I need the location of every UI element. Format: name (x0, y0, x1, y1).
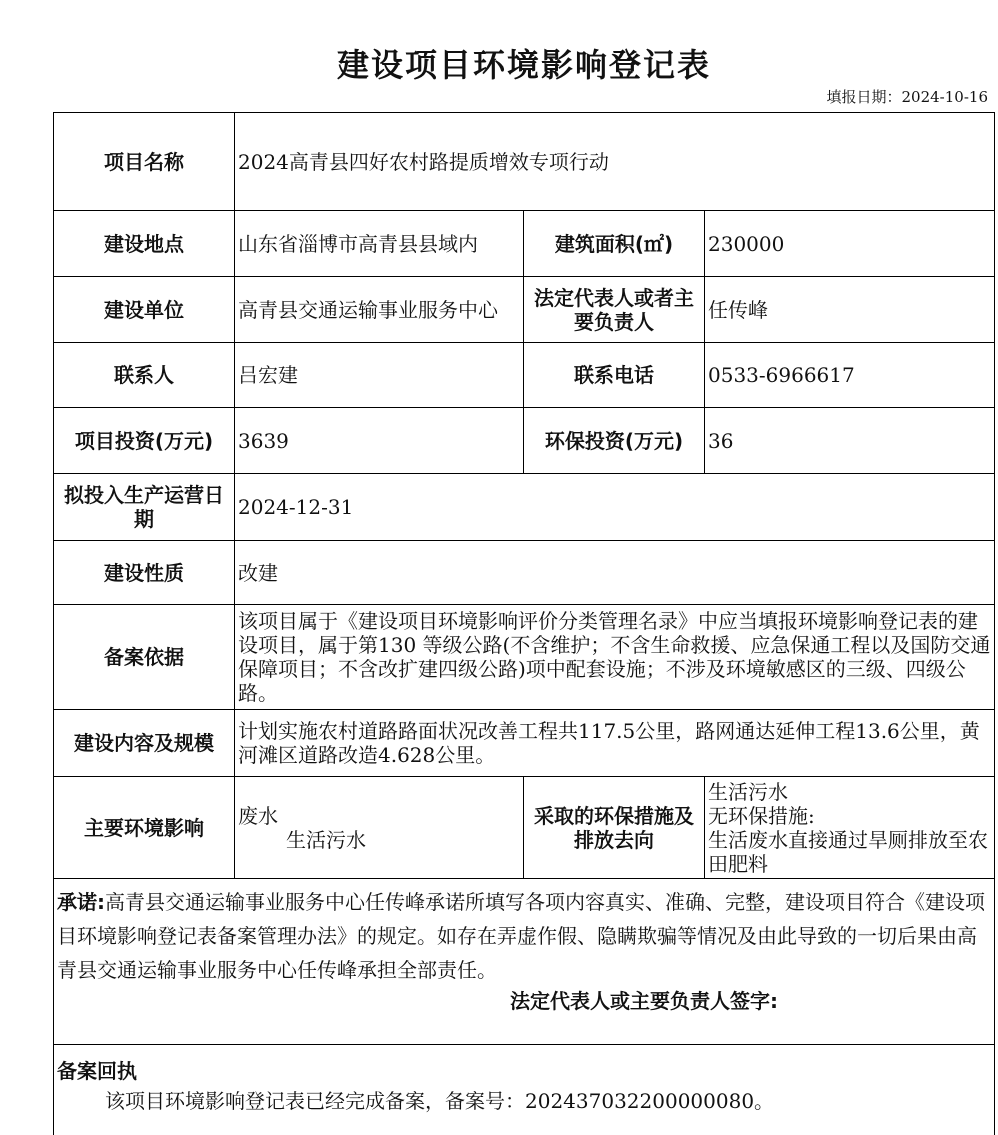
commitment-cell (54, 879, 995, 1045)
label-impact: 主要环境影响 (54, 777, 235, 879)
value-project-name: 2024高青县四好农村路提质增效专项行动 (235, 113, 995, 211)
impact-type: 废水 (238, 803, 278, 828)
label-investment: 项目投资(万元) (54, 408, 235, 474)
row-basis (54, 605, 995, 710)
row-investment (54, 408, 995, 474)
row-receipt (54, 1045, 995, 1135)
signature-label: 法定代表人或主要负责人签字: (510, 989, 778, 1013)
row-content (54, 710, 995, 777)
label-env-investment: 环保投资(万元) (524, 408, 705, 474)
label-nature: 建设性质 (54, 541, 235, 605)
value-basis: 该项目属于《建设项目环境影响评价分类管理名录》中应当填报环境影响登记表的建设项目，属于第130 等级公路(不含维护；不含生命救援、应急保通工程以及国防交通保障项目；不含改扩建四级公路)项中配套设施；不涉及环境敏感区的三级、四级公路。 (235, 605, 995, 710)
commitment-body: 高青县交通运输事业服务中心任传峰承诺所填写各项内容真实、准确、完整，建设项目符合《建设项目环境影响登记表备案管理办法》的规定。如存在弄虚作假、隐瞒欺骗等情况及由此导致的一切后果由高青县交通运输事业服务中心任传峰承担全部责任。 (57, 890, 985, 982)
measures-item: 生活污水 (708, 779, 788, 804)
impact-item: 生活污水 (286, 827, 366, 852)
measures-none: 无环保措施: (708, 803, 815, 828)
registration-form (53, 112, 995, 1135)
value-legal-rep: 任传峰 (705, 277, 995, 343)
label-location: 建设地点 (54, 211, 235, 277)
value-location: 山东省淄博市高青县县域内 (235, 211, 524, 277)
row-impact (54, 777, 995, 879)
fill-date: 填报日期：2024-10-16 (826, 88, 988, 106)
receipt-cell (54, 1045, 995, 1135)
label-content: 建设内容及规模 (54, 710, 235, 777)
row-unit (54, 277, 995, 343)
label-measures: 采取的环保措施及排放去向 (524, 777, 705, 879)
label-phone: 联系电话 (524, 343, 705, 408)
label-legal-rep: 法定代表人或者主要负责人 (524, 277, 705, 343)
value-investment: 3639 (235, 408, 524, 474)
value-contact: 吕宏建 (235, 343, 524, 408)
value-impact (235, 777, 524, 879)
label-unit: 建设单位 (54, 277, 235, 343)
label-area: 建筑面积(㎡) (524, 211, 705, 277)
row-location (54, 211, 995, 277)
label-operation-date: 拟投入生产运营日期 (54, 474, 235, 541)
row-commitment (54, 879, 995, 1045)
document-title: 建设项目环境影响登记表 (336, 46, 711, 84)
label-basis: 备案依据 (54, 605, 235, 710)
row-project-name (54, 113, 995, 211)
value-env-investment: 36 (705, 408, 995, 474)
value-area: 230000 (705, 211, 995, 277)
receipt-title: 备案回执 (57, 1059, 137, 1083)
value-operation-date: 2024-12-31 (235, 474, 995, 541)
receipt-text: 该项目环境影响登记表已经完成备案，备案号：202437032200000080。 (105, 1089, 775, 1113)
value-content: 计划实施农村道路路面状况改善工程共117.5公里，路网通达延伸工程13.6公里，黄河滩区道路改造4.628公里。 (235, 710, 995, 777)
label-contact: 联系人 (54, 343, 235, 408)
value-nature: 改建 (235, 541, 995, 605)
value-unit: 高青县交通运输事业服务中心 (235, 277, 524, 343)
label-project-name: 项目名称 (54, 113, 235, 211)
row-nature (54, 541, 995, 605)
row-operation-date (54, 474, 995, 541)
measures-detail: 生活废水直接通过旱厕排放至农田肥料 (708, 827, 988, 876)
commitment-label: 承诺: (57, 890, 105, 914)
value-measures (705, 777, 995, 879)
row-contact (54, 343, 995, 408)
commitment-text (54, 879, 994, 987)
value-phone: 0533-6966617 (705, 343, 995, 408)
